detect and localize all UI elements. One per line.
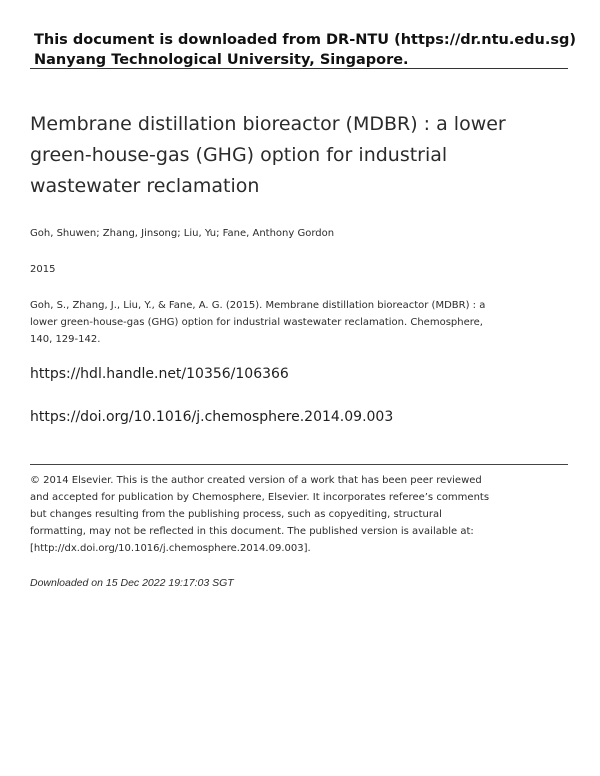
citation: Goh, S., Zhang, J., Liu, Y., & Fane, A. G. (2015). Membrane distillation bioreactor (MDBR) : a lower green-house-gas (GHG) option for industrial wastewater reclamation. Chemosphere, 140, 129-142.	[30, 300, 486, 345]
document-header	[34, 30, 577, 70]
section-divider	[30, 464, 568, 465]
authors: Goh, Shuwen; Zhang, Jinsong; Liu, Yu; Fane, Anthony Gordon	[30, 228, 335, 239]
publication-year: 2015	[30, 264, 56, 275]
document-title: Membrane distillation bioreactor (MDBR) : a lower green-house-gas (GHG) option for industrial wastewater reclamation	[30, 113, 506, 197]
copyright-notice: © 2014 Elsevier. This is the author created version of a work that has been peer reviewed and accepted for publication by Chemosphere, Elsevier. It incorporates referee’s comments but changes resulting from the publishing process, such as copyediting, structural formatting, may not be reflected in this document. The published version is available at: [http://dx.doi.org/10.1016/j.chemosphere.2014.09.003].	[30, 475, 490, 554]
doi-link[interactable]: https://doi.org/10.1016/j.chemosphere.2014.09.003	[30, 409, 394, 425]
header-divider	[30, 68, 568, 69]
download-timestamp: Downloaded on 15 Dec 2022 19:17:03 SGT	[30, 577, 234, 589]
handle-link[interactable]: https://hdl.handle.net/10356/106366	[30, 366, 289, 382]
header-institution-line: Nanyang Technological University, Singapore.	[34, 52, 409, 68]
header-source-line: This document is downloaded from DR-NTU (https://dr.ntu.edu.sg)	[34, 32, 577, 48]
